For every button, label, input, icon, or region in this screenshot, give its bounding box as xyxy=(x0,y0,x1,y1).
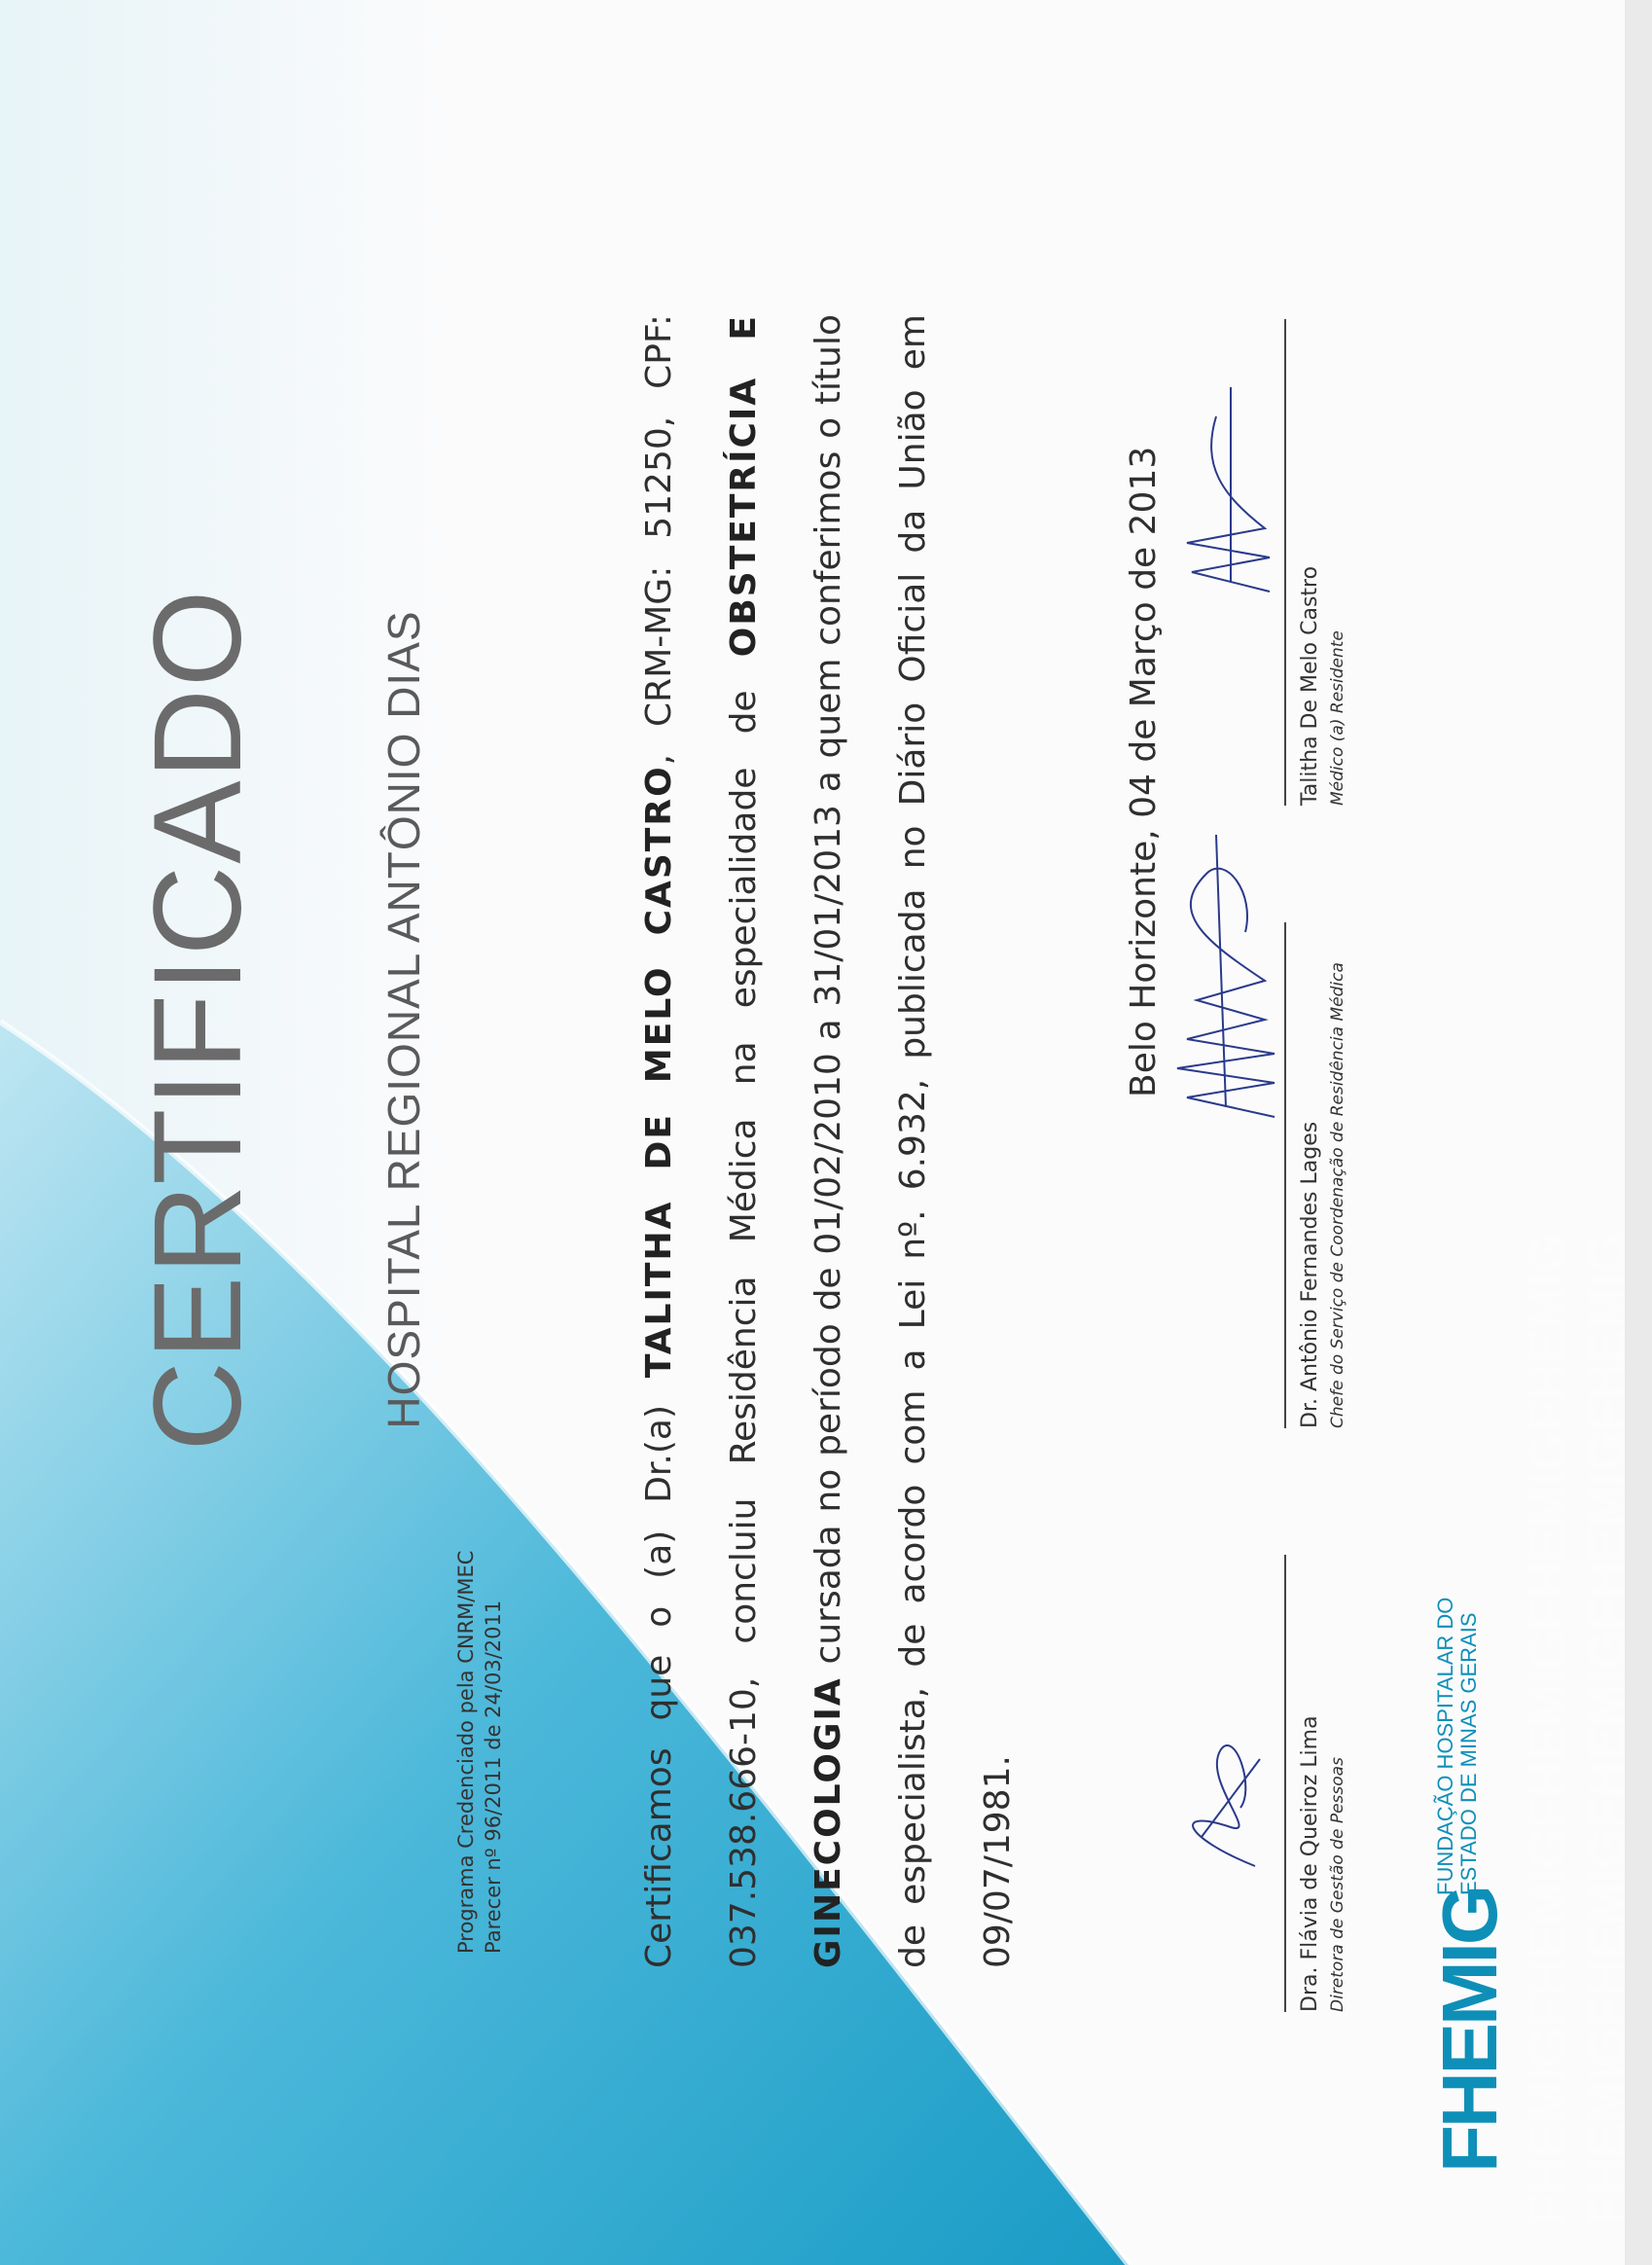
fhemig-logo xyxy=(1420,1589,1527,2173)
signer-name: Dra. Flávia de Queiroz Lima xyxy=(1298,1715,1322,2012)
place-and-date: Belo Horizonte, 04 de Março de 2013 xyxy=(1124,446,1164,1097)
body-part-3: cursada no período de 01/02/2010 a 31/01/2013 a quem conferimos o título de especialista, de acordo com a Lei nº. 6.932, publicada no Diário Oficial da União em 09/07/1981. xyxy=(808,314,1018,1968)
program-accreditation xyxy=(452,1175,507,1954)
signer-name: Talitha De Melo Castro xyxy=(1298,565,1322,806)
signature-scribble-1 xyxy=(1163,1701,1279,1895)
certificate-title: CERTIFICADO xyxy=(128,588,268,1452)
signature-scribble-2 xyxy=(1148,815,1294,1127)
logo-caption-line-2: ESTADO DE MINAS GERAIS xyxy=(1456,1612,1481,1895)
institution-name: HOSPITAL REGIONAL ANTÔNIO DIAS xyxy=(378,610,429,1429)
logo-caption-line-1: FUNDAÇÃO HOSPITALAR DO xyxy=(1433,1597,1457,1895)
signature-block-2 xyxy=(1284,922,1347,1428)
signature-block-3 xyxy=(1284,319,1347,806)
signature-scribble-3 xyxy=(1163,368,1289,611)
signature-block-1 xyxy=(1284,1555,1347,2012)
specialty-name: OBSTETRÍCIA E GINECOLOGIA xyxy=(724,314,848,1968)
signer-role: Médico (a) Residente xyxy=(1328,630,1347,806)
watermark-row: FHEMIGFHEMIGFHEMIGFHEMIGFHEMIG xyxy=(1519,1234,1577,2226)
watermark-row: FHEMIGFHEMIGFHEMIGFHEMIGFHEMIG xyxy=(1577,1234,1635,2226)
program-line-1: Programa Credenciado pela CNRM/MEC xyxy=(454,1550,478,1954)
body-part-1: Certificamos que o (a) Dr.(a) xyxy=(639,1378,679,1968)
logo-caption xyxy=(1434,1598,1481,1895)
signature-line xyxy=(1284,319,1286,806)
logo-mark: FHEMIG xyxy=(1426,1887,1513,2173)
signer-role: Diretora de Gestão de Pessoas xyxy=(1328,1757,1347,2012)
program-line-2: Parecer nº 96/2011 de 24/03/2011 xyxy=(482,1600,505,1954)
signature-line xyxy=(1284,922,1286,1428)
signer-name: Dr. Antônio Fernandes Lages xyxy=(1298,1121,1322,1428)
signer-role: Chefe do Serviço de Coordenação de Residência Médica xyxy=(1328,962,1347,1428)
body-part-2: , CRM-MG: 51250, CPF: 037.538.666-10, concluiu Residência Médica na especialidade de xyxy=(639,314,764,1968)
doctor-name: TALITHA DE MELO CASTRO xyxy=(639,765,679,1379)
certificate-body xyxy=(617,314,1040,1968)
signature-line xyxy=(1284,1555,1286,2012)
